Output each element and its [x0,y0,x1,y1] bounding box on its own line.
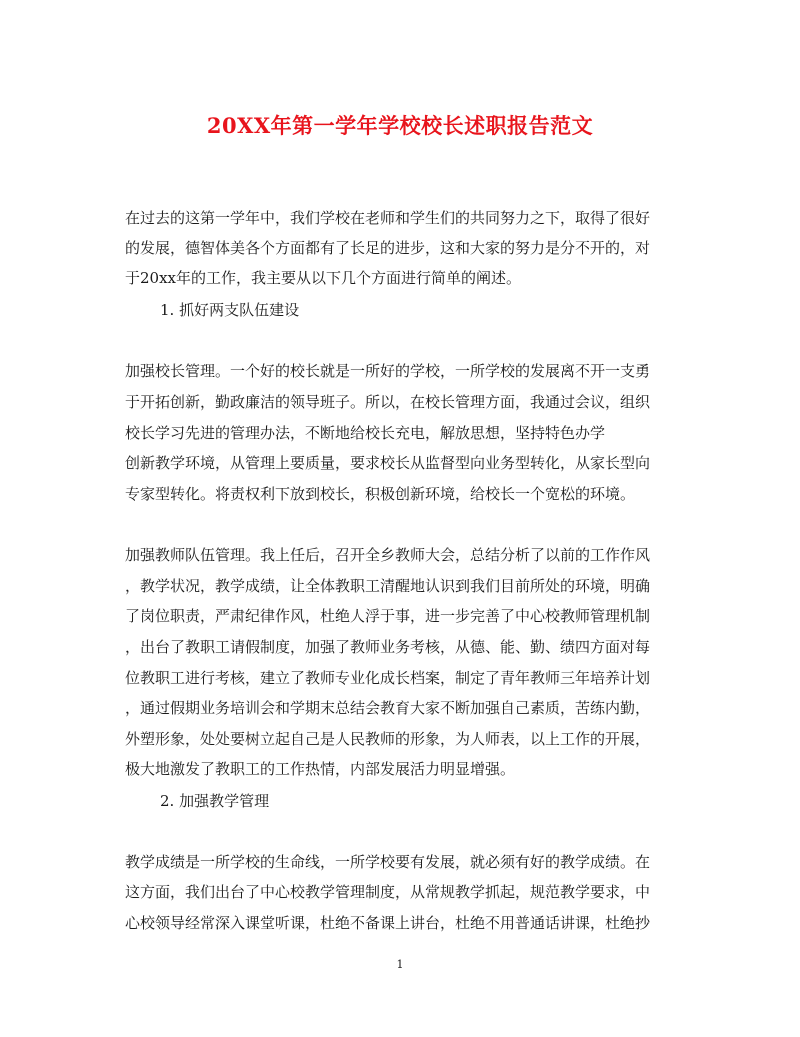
paragraph-line: 在过去的这第一学年中，我们学校在老师和学生们的共同努力之下，取得了很好 [125,209,651,227]
paragraph-line: 心校领导经常深入课堂听课，杜绝不备课上讲台，杜绝不用普通话讲课，杜绝抄 [125,914,651,932]
paragraph-line: 创新教学环境，从管理上要质量，要求校长从监督型向业务型转化，从家长型向 [125,454,651,472]
paragraph-line: 专家型转化。将责权利下放到校长，积极创新环境，给校长一个宽松的环境。 [125,485,636,503]
paragraph-line: 了岗位职责，严肃纪律作风，杜绝人浮于事，进一步完善了中心校教师管理机制 [125,607,651,625]
paragraph-line: 于开拓创新，勤政廉洁的领导班子。所以，在校长管理方面，我通过会议，组织 [125,393,651,411]
paragraph-line: 加强教师队伍管理。我上任后，召开全乡教师大会，总结分析了以前的工作作风 [125,546,651,564]
section-heading: 2. 加强教学管理 [160,792,270,810]
section-heading: 1. 抓好两支队伍建设 [160,301,300,319]
page-number: 1 [396,958,404,971]
paragraph-line: 校长学习先进的管理办法，不断地给校长充电，解放思想，坚持特色办学 [125,424,606,442]
paragraph-line: 于20xx年的工作，我主要从以下几个方面进行简单的阐述。 [125,269,522,287]
paragraph-line: ，通过假期业务培训会和学期末总结会教育大家不断加强自己素质，苦练内勤， [125,699,651,717]
paragraph-line: 这方面，我们出台了中心校教学管理制度，从常规教学抓起，规范教学要求，中 [125,883,651,901]
paragraph-line: ，出台了教职工请假制度，加强了教师业务考核，从德、能、勤、绩四方面对每 [125,638,651,656]
paragraph-line: 加强校长管理。一个好的校长就是一所好的学校，一所学校的发展离不开一支勇 [125,362,651,380]
paragraph-line: 位教职工进行考核，建立了教师专业化成长档案，制定了青年教师三年培养计划 [125,669,651,687]
paragraph-line: ，教学状况，教学成绩，让全体教职工清醒地认识到我们目前所处的环境，明确 [125,577,651,595]
paragraph-line: 极大地激发了教职工的工作热情，内部发展活力明显增强。 [125,760,516,778]
document-title: 20XX年第一学年学校校长述职报告范文 [206,113,594,138]
paragraph-line: 外塑形象，处处要树立起自己是人民教师的形象，为人师表，以上工作的开展， [125,730,651,748]
paragraph-line: 教学成绩是一所学校的生命线，一所学校要有发展，就必须有好的教学成绩。在 [125,853,651,871]
paragraph-line: 的发展，德智体美各个方面都有了长足的进步，这和大家的努力是分不开的，对 [125,239,651,257]
